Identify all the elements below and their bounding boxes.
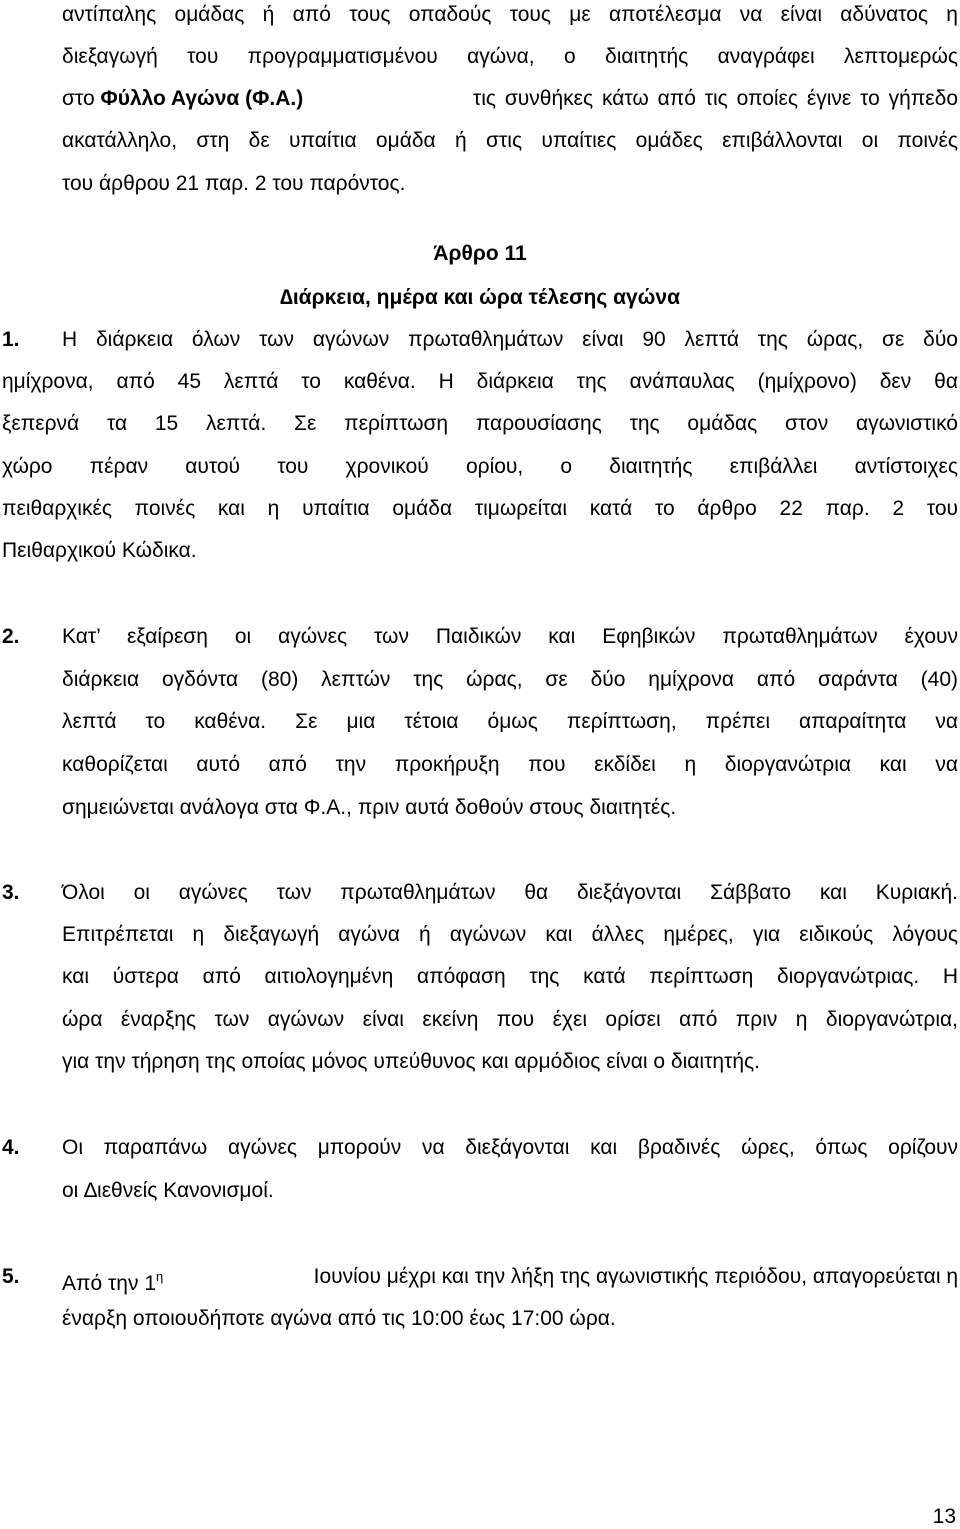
paragraph-1-number: 1. bbox=[2, 328, 20, 351]
paragraph-2-line-3: λεπτά το καθένα. Σε μια τέτοια όμως περίπτωση, πρέπει απαραίτητα να bbox=[62, 710, 958, 733]
paragraph-3-line-1: Όλοι οι αγώνες των πρωταθλημάτων θα διεξάγονται Σάββατο και Κυριακή. bbox=[62, 881, 958, 904]
article-subtitle: ∆ιάρκεια, ημέρα και ώρα τέλεσης αγώνα bbox=[280, 286, 680, 309]
article-title: Άρθρο 11 bbox=[433, 242, 527, 265]
paragraph-5-line-2: έναρξη οποιουδήποτε αγώνα από τις 10:00 έως 17:00 ώρα. bbox=[62, 1307, 616, 1330]
ordinal-superscript: η bbox=[156, 1269, 164, 1284]
paragraph-3-line-4: ώρα έναρξης των αγώνων είναι εκείνη που έχει ορίσει από πριν η διοργανώτρια, bbox=[62, 1008, 958, 1031]
paragraph-2-line-5: σημειώνεται ανάλογα στα Φ.Α., πριν αυτά δοθούν στους διαιτητές. bbox=[62, 796, 677, 819]
paragraph-5-line-1-prefix: Από την 1 bbox=[62, 1272, 156, 1295]
paragraph-1-line-3: ξεπερνά τα 15 λεπτά. Σε περίπτωση παρουσίασης της ομάδας στον αγωνιστικό bbox=[2, 412, 958, 435]
paragraph-5-line-1 bbox=[62, 1264, 958, 1297]
intro-line-3-prefix: στο bbox=[62, 87, 95, 110]
paragraph-1-line-5: πειθαρχικές ποινές και η υπαίτια ομάδα τιμωρείται κατά το άρθρο 22 παρ. 2 του bbox=[2, 497, 958, 520]
paragraph-4-line-2: οι ∆ιεθνείς Κανονισμοί. bbox=[62, 1179, 274, 1202]
paragraph-3-number: 3. bbox=[2, 881, 20, 904]
paragraph-3-line-3: και ύστερα από αιτιολογημένη απόφαση της κατά περίπτωση διοργανώτριας. Η bbox=[62, 965, 958, 988]
paragraph-3-line-2: Επιτρέπεται η διεξαγωγή αγώνα ή αγώνων και άλλες ημέρες, για ειδικούς λόγους bbox=[62, 923, 958, 946]
paragraph-2-line-4: καθορίζεται αυτό από την προκήρυξη που εκδίδει η διοργανώτρια και να bbox=[62, 753, 958, 776]
intro-line-3-rest: τις συνθήκες κάτω από τις οποίες έγινε το γήπεδο bbox=[472, 87, 958, 110]
paragraph-1-line-4: χώρο πέραν αυτού του χρονικού ορίου, ο διαιτητής επιβάλλει αντίστοιχες bbox=[2, 455, 958, 478]
page-number: 13 bbox=[932, 1505, 956, 1528]
paragraph-1-line-6: Πειθαρχικού Κώδικα. bbox=[2, 539, 197, 562]
paragraph-3-line-5: για την τήρηση της οποίας μόνος υπεύθυνος και αρμόδιος είναι ο διαιτητής. bbox=[62, 1050, 760, 1073]
paragraph-4-number: 4. bbox=[2, 1136, 20, 1159]
paragraph-5-line-1-rest: Ιουνίου μέχρι και την λήξη της αγωνιστικής περιόδου, απαγορεύεται η bbox=[313, 1265, 958, 1288]
paragraph-5-number: 5. bbox=[2, 1265, 20, 1288]
intro-line-3 bbox=[62, 86, 958, 112]
paragraph-4-line-1: Οι παραπάνω αγώνες μπορούν να διεξάγονται και βραδινές ώρες, όπως ορίζουν bbox=[62, 1136, 958, 1159]
intro-line-1: αντίπαλης ομάδας ή από τους οπαδούς τους με αποτέλεσμα να είναι αδύνατος η bbox=[62, 3, 958, 26]
match-sheet-reference: Φύλλο Αγώνα (Φ.Α.) bbox=[100, 87, 304, 110]
paragraph-2-line-1: Κατ’ εξαίρεση οι αγώνες των Παιδικών και Εφηβικών πρωταθλημάτων έχουν bbox=[62, 625, 958, 648]
paragraph-1-line-2: ημίχρονα, από 45 λεπτά το καθένα. Η διάρκεια της ανάπαυλας (ημίχρονο) δεν θα bbox=[2, 370, 958, 393]
intro-line-4: ακατάλληλο, στη δε υπαίτια ομάδα ή στις υπαίτιες ομάδες επιβάλλονται οι ποινές bbox=[62, 129, 958, 152]
intro-line-5: του άρθρου 21 παρ. 2 του παρόντος. bbox=[62, 172, 406, 195]
paragraph-2-number: 2. bbox=[2, 625, 20, 648]
intro-line-2: διεξαγωγή του προγραμματισμένου αγώνα, ο διαιτητής αναγράφει λεπτομερώς bbox=[62, 45, 958, 68]
paragraph-1-line-1: Η διάρκεια όλων των αγώνων πρωταθλημάτων είναι 90 λεπτά της ώρας, σε δύο bbox=[62, 328, 958, 351]
paragraph-2-line-2: διάρκεια ογδόντα (80) λεπτών της ώρας, σε δύο ημίχρονα από σαράντα (40) bbox=[62, 668, 958, 691]
